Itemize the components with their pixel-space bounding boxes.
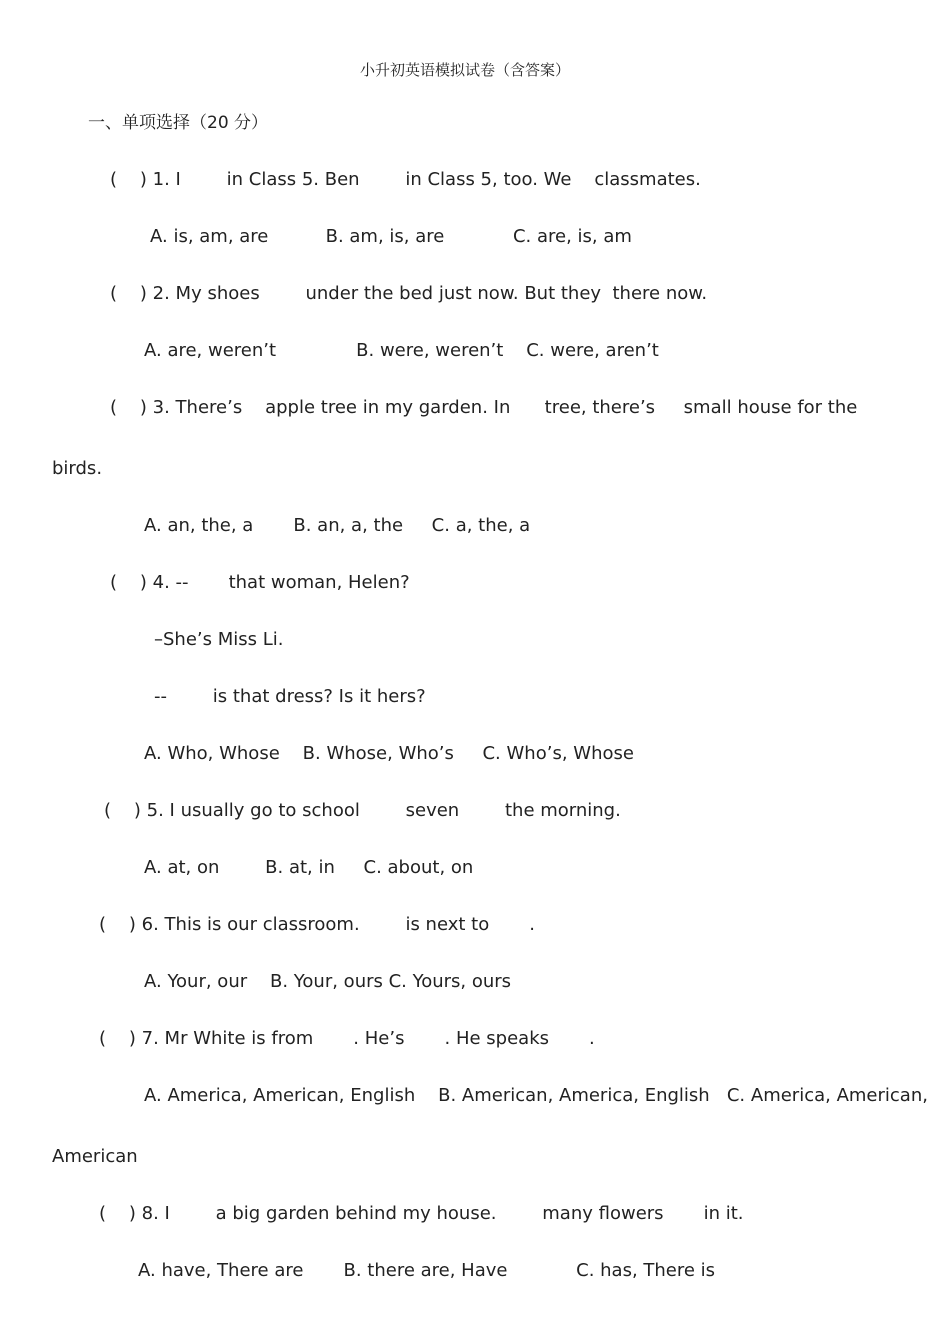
- section-heading: 一、单项选择（20 分）: [88, 113, 269, 133]
- question-5-options: A. at, on B. at, in C. about, on: [144, 857, 474, 878]
- question-4-line-3: -- is that dress? Is it hers?: [154, 686, 426, 707]
- question-7-stem: ( ) 7. Mr White is from . He’s . He speaks .: [99, 1028, 595, 1049]
- question-7-options: A. America, American, English B. American, America, English C. America, American,: [144, 1085, 928, 1106]
- question-7-options-continued: American: [52, 1146, 138, 1167]
- question-2-stem: ( ) 2. My shoes under the bed just now. But they there now.: [110, 283, 708, 304]
- question-6-options: A. Your, our B. Your, ours C. Yours, ours: [144, 971, 512, 992]
- question-6-stem: ( ) 6. This is our classroom. is next to .: [99, 914, 535, 935]
- question-4-options: A. Who, Whose B. Whose, Who’s C. Who’s, Whose: [144, 743, 634, 764]
- question-2-options: A. are, weren’t B. were, weren’t C. were, aren’t: [144, 340, 659, 361]
- question-3-options: A. an, the, a B. an, a, the C. a, the, a: [144, 515, 531, 536]
- question-3-stem: ( ) 3. There’s apple tree in my garden. In tree, there’s small house for the: [110, 397, 858, 418]
- question-1-options: A. is, am, are B. am, is, are C. are, is, am: [150, 226, 632, 247]
- question-5-stem: ( ) 5. I usually go to school seven the morning.: [104, 800, 621, 821]
- question-8-stem: ( ) 8. I a big garden behind my house. many flowers in it.: [99, 1203, 744, 1224]
- question-3-stem-continued: birds.: [52, 458, 103, 479]
- question-8-options: A. have, There are B. there are, Have C. has, There is: [138, 1260, 716, 1281]
- question-4-stem: ( ) 4. -- that woman, Helen?: [110, 572, 410, 593]
- question-1-stem: ( ) 1. I in Class 5. Ben in Class 5, too. We classmates.: [110, 169, 701, 190]
- question-4-line-2: –She’s Miss Li.: [154, 629, 284, 650]
- doc-title: 小升初英语模拟试卷（含答案）: [360, 61, 571, 79]
